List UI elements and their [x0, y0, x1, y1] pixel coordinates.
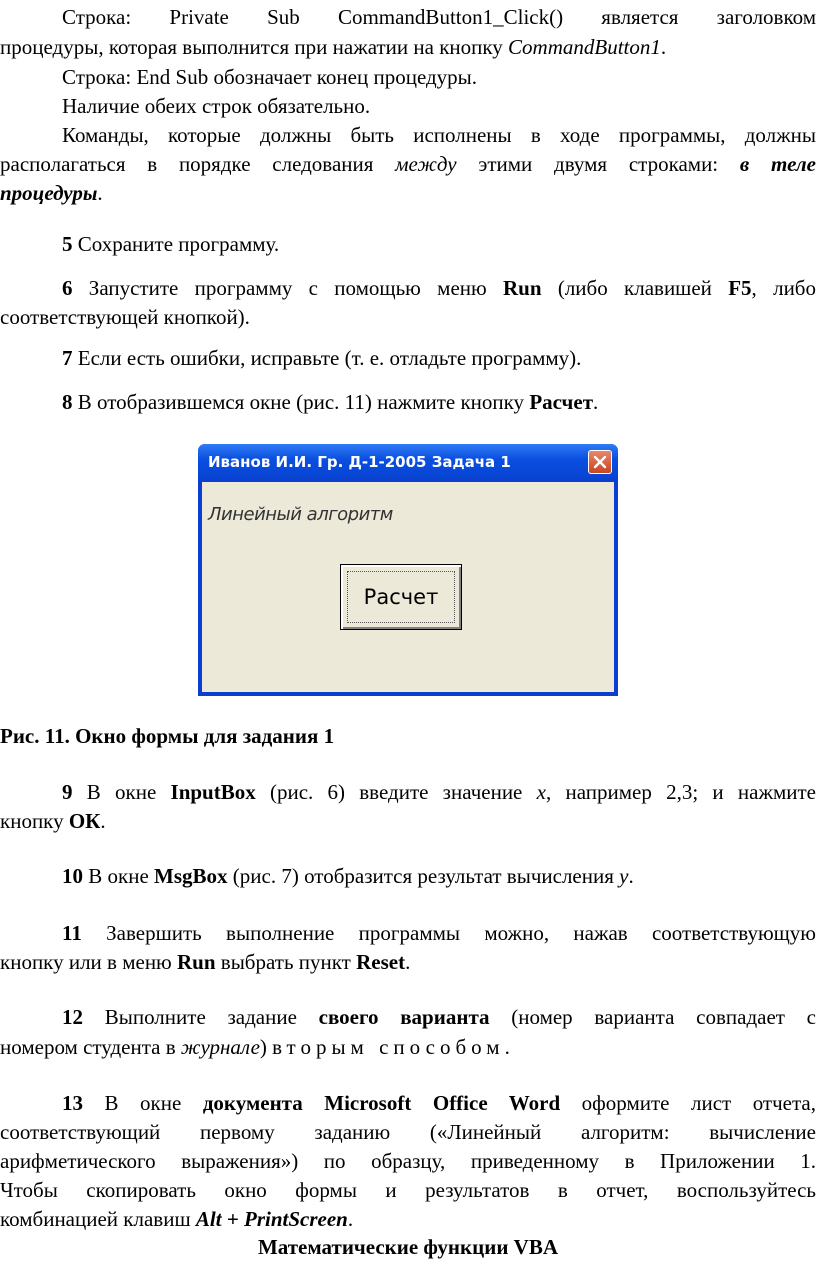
step-13-cont: соответствующий первому заданию («Линейный алгоритм: вычисление	[0, 1120, 816, 1144]
algorithm-label: Линейный алгоритм	[208, 504, 393, 525]
step-13-cont: комбинацией клавиш Alt + PrintScreen.	[0, 1207, 354, 1231]
window-title: Иванов И.И. Гр. Д-1-2005 Задача 1	[208, 453, 511, 471]
window-titlebar	[198, 444, 618, 482]
step-12: 12 Выполните задание своего варианта (номер варианта совпадает с	[62, 1005, 816, 1029]
calculate-button[interactable]	[340, 564, 462, 630]
paragraph-line: Команды, которые должны быть исполнены в ходе программы, должны	[62, 123, 816, 147]
step-7: 7 Если есть ошибки, исправьте (т. е. отладьте программу).	[62, 346, 582, 370]
step-13-cont: арифметического выражения») по образцу, приведенному в Приложении 1.	[0, 1149, 816, 1173]
step-13-cont: Чтобы скопировать окно формы и результатов в отчет, воспользуйтесь	[0, 1178, 816, 1202]
section-heading: Математические функции VBA	[257, 1235, 559, 1259]
step-12-cont: номером студента в журнале) вторым способом.	[0, 1035, 510, 1059]
paragraph-line: Строка: End Sub обозначает конец процедуры.	[62, 65, 478, 89]
step-6-cont: соответствующей кнопкой).	[0, 305, 250, 329]
paragraph-line: Строка: Private Sub CommandButton1_Click() является заголовком	[62, 5, 816, 29]
step-11-cont: кнопку или в меню Run выбрать пункт Reset.	[0, 950, 411, 974]
paragraph-line: располагаться в порядке следования между этими двумя строками: в теле	[0, 152, 816, 176]
step-9: 9 В окне InputBox (рис. 6) введите значение x, например 2,3; и нажмите	[62, 780, 816, 804]
step-5: 5 Сохраните программу.	[62, 232, 280, 256]
paragraph-line: процедуры.	[0, 181, 103, 205]
close-button[interactable]	[588, 450, 612, 474]
step-9-cont: кнопку ОК.	[0, 809, 106, 833]
figure-caption: Рис. 11. Окно формы для задания 1	[0, 724, 335, 748]
window-client-area	[202, 482, 614, 692]
step-13: 13 В окне документа Microsoft Office Word оформите лист отчета,	[62, 1091, 816, 1115]
paragraph-line: Наличие обеих строк обязательно.	[62, 94, 371, 118]
focus-rect	[347, 571, 455, 623]
step-10: 10 В окне MsgBox (рис. 7) отобразится результат вычисления y.	[62, 864, 634, 888]
step-6: 6 Запустите программу с помощью меню Run (либо клавишей F5, либо	[62, 276, 816, 300]
close-icon	[593, 455, 607, 469]
form-window	[198, 444, 618, 696]
calculate-button-label: Расчет	[363, 585, 439, 609]
paragraph-line: процедуры, которая выполнится при нажатии на кнопку CommandButton1.	[0, 35, 667, 59]
step-8: 8 В отобразившемся окне (рис. 11) нажмите кнопку Расчет.	[62, 390, 599, 414]
step-11: 11 Завершить выполнение программы можно, нажав соответствующую	[62, 921, 816, 945]
